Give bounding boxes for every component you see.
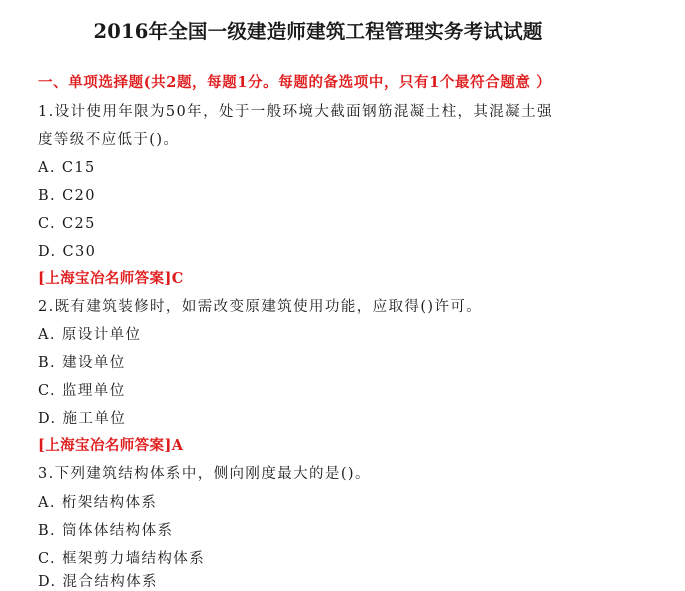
question-2-option-b: B. 建设单位 — [38, 355, 126, 371]
question-1-option-d: D. C30 — [38, 244, 97, 260]
document-title: 2016年全国一级建造师建筑工程管理实务考试试题 — [93, 20, 543, 43]
question-3-option-c: C. 框架剪力墙结构体系 — [38, 551, 206, 567]
question-3-option-d-clipped — [38, 573, 178, 590]
question-1-option-c: C. C25 — [38, 216, 96, 232]
question-2-answer: [上海宝冶名师答案]A — [38, 437, 184, 454]
question-1-option-b: B. C20 — [38, 188, 96, 204]
question-3-stem: 3.下列建筑结构体系中，侧向刚度最大的是()。 — [38, 466, 371, 482]
question-1-stem-line1: 1.设计使用年限为50年，处于一般环境大截面钢筋混凝土柱，其混凝土强 — [38, 104, 553, 120]
question-3-option-b: B. 筒体体结构体系 — [38, 523, 174, 539]
question-1-stem-line2: 度等级不应低于()。 — [38, 132, 180, 148]
question-2-option-c: C. 监理单位 — [38, 383, 126, 399]
section-prefix: 一、 — [38, 74, 69, 91]
question-2-option-d: D. 施工单位 — [38, 411, 127, 427]
question-3-option-a: A. 桁架结构体系 — [38, 495, 158, 511]
question-1-option-a: A. C15 — [38, 160, 96, 176]
question-3-option-d: D. 混合结构体系 — [38, 574, 158, 590]
question-2-option-a: A. 原设计单位 — [38, 327, 142, 343]
question-2-stem: 2.既有建筑装修时，如需改变原建筑使用功能，应取得()许可。 — [38, 299, 483, 315]
section-header-text: 单项选择题(共2题，每题1分。每题的备选项中，只有1个最符合题意 ） — [68, 74, 552, 91]
section-header — [38, 74, 551, 92]
question-1-answer: [上海宝冶名师答案]C — [38, 270, 184, 287]
